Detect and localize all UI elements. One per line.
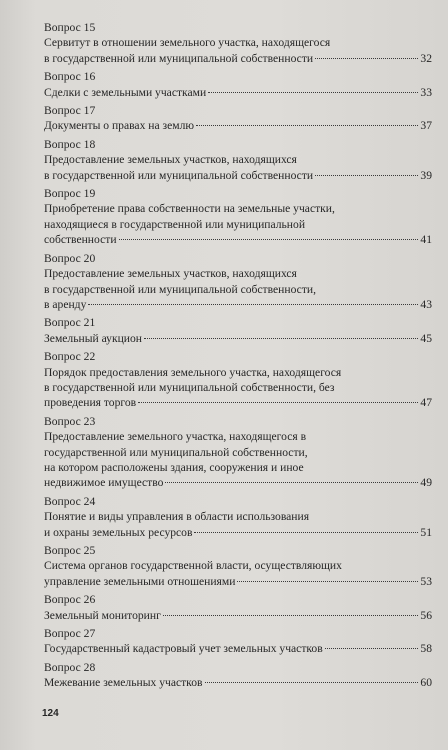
entry-page-number: 60 (420, 676, 432, 690)
entry-title-line: Предоставление земельных участков, находящихся (44, 153, 297, 167)
toc-entry (44, 349, 432, 411)
dot-leader (163, 615, 419, 616)
question-number: Вопрос 28 (44, 660, 96, 674)
entry-title-line: Предоставление земельного участка, находящегося в (44, 430, 307, 444)
question-number: Вопрос 17 (44, 104, 96, 118)
toc-entry (44, 592, 432, 623)
dot-leader (138, 402, 418, 403)
dot-leader (88, 304, 418, 305)
dot-leader (325, 648, 419, 649)
dot-leader (208, 92, 418, 93)
entry-title-last-line (44, 331, 432, 346)
entry-page-number: 39 (420, 168, 432, 182)
toc-entry (44, 315, 432, 346)
entry-page-number: 37 (420, 119, 432, 133)
entry-page-number: 32 (420, 51, 432, 65)
entry-title-line: Предоставление земельных участков, находящихся (44, 267, 297, 281)
entry-title-last-line (44, 675, 432, 690)
entry-title-last-line (44, 641, 432, 656)
table-of-contents (44, 20, 432, 694)
dot-leader (196, 125, 418, 126)
entry-title-text: в государственной или муниципальной собственности (44, 51, 314, 65)
toc-entry (44, 414, 432, 491)
entry-title-line: Сервитут в отношении земельного участка, находящегося (44, 36, 331, 50)
entry-title-text: недвижимое имущество (44, 476, 164, 490)
entry-title-line: Порядок предоставления земельного участка, находящегося (44, 365, 342, 379)
entry-title-last-line (44, 232, 432, 247)
question-number: Вопрос 26 (44, 593, 96, 607)
entry-title-text: Государственный кадастровый учет земельных участков (44, 642, 323, 656)
toc-entry (44, 103, 432, 134)
entry-page-number: 51 (420, 525, 432, 539)
page-number: 124 (42, 708, 59, 719)
entry-title-text: и охраны земельных ресурсов (44, 525, 193, 539)
entry-title-line: Понятие и виды управления в области использования (44, 510, 310, 524)
dot-leader (165, 482, 418, 483)
entry-title-text: Земельный мониторинг (44, 608, 161, 622)
entry-title-line: находящиеся в государственной или муниципальной (44, 217, 306, 231)
entry-title-last-line (44, 168, 432, 183)
entry-title-line: Приобретение права собственности на земельные участки, (44, 202, 335, 216)
entry-title-last-line (44, 297, 432, 312)
dot-leader (205, 682, 419, 683)
entry-title-last-line (44, 574, 432, 589)
question-number: Вопрос 24 (44, 494, 96, 508)
toc-entry (44, 251, 432, 313)
entry-page-number: 33 (420, 85, 432, 99)
toc-entry (44, 137, 432, 183)
entry-title-line: на котором расположены здания, сооружения и иное (44, 460, 304, 474)
entry-title-line: в государственной или муниципальной собственности, (44, 282, 316, 296)
entry-title-last-line (44, 608, 432, 623)
question-number: Вопрос 23 (44, 414, 96, 428)
question-number: Вопрос 16 (44, 70, 96, 84)
entry-page-number: 56 (420, 608, 432, 622)
entry-title-text: собственности (44, 233, 117, 247)
entry-page-number: 58 (420, 642, 432, 656)
toc-entry (44, 69, 432, 100)
entry-title-text: в государственной или муниципальной собственности (44, 168, 314, 182)
entry-page-number: 47 (420, 396, 432, 410)
question-number: Вопрос 27 (44, 627, 96, 641)
dot-leader (194, 532, 418, 533)
entry-title-last-line (44, 475, 432, 490)
entry-page-number: 53 (420, 574, 432, 588)
entry-title-text: Сделки с земельными участками (44, 85, 207, 99)
dot-leader (119, 239, 419, 240)
entry-title-last-line (44, 51, 432, 66)
entry-title-line: в государственной или муниципальной собственности, без (44, 380, 335, 394)
entry-title-text: управление земельными отношениями (44, 574, 236, 588)
entry-title-last-line (44, 395, 432, 410)
dot-leader (237, 581, 418, 582)
toc-entry (44, 660, 432, 691)
dot-leader (144, 338, 418, 339)
toc-entry (44, 186, 432, 248)
question-number: Вопрос 20 (44, 251, 96, 265)
entry-title-text: в аренду (44, 297, 87, 311)
entry-title-text: проведения торгов (44, 396, 137, 410)
entry-title-last-line (44, 118, 432, 133)
dot-leader (315, 58, 418, 59)
toc-entry (44, 543, 432, 589)
question-number: Вопрос 18 (44, 137, 96, 151)
entry-title-text: Межевание земельных участков (44, 676, 203, 690)
entry-page-number: 45 (420, 331, 432, 345)
question-number: Вопрос 19 (44, 187, 96, 201)
dot-leader (315, 175, 418, 176)
entry-page-number: 41 (420, 233, 432, 247)
entry-page-number: 49 (420, 476, 432, 490)
toc-entry (44, 20, 432, 66)
question-number: Вопрос 15 (44, 21, 96, 34)
entry-title-line: государственной или муниципальной собственности, (44, 445, 308, 459)
toc-entry (44, 626, 432, 657)
entry-title-last-line (44, 525, 432, 540)
question-number: Вопрос 25 (44, 544, 96, 557)
entry-title-text: Земельный аукцион (44, 331, 143, 345)
entry-page-number: 43 (420, 297, 432, 311)
question-number: Вопрос 21 (44, 316, 96, 330)
question-number: Вопрос 22 (44, 350, 96, 364)
entry-title-text: Документы о правах на землю (44, 119, 195, 133)
entry-title-line: Система органов государственной власти, осуществляющих (44, 559, 342, 573)
entry-title-last-line (44, 85, 432, 100)
toc-entry (44, 494, 432, 540)
